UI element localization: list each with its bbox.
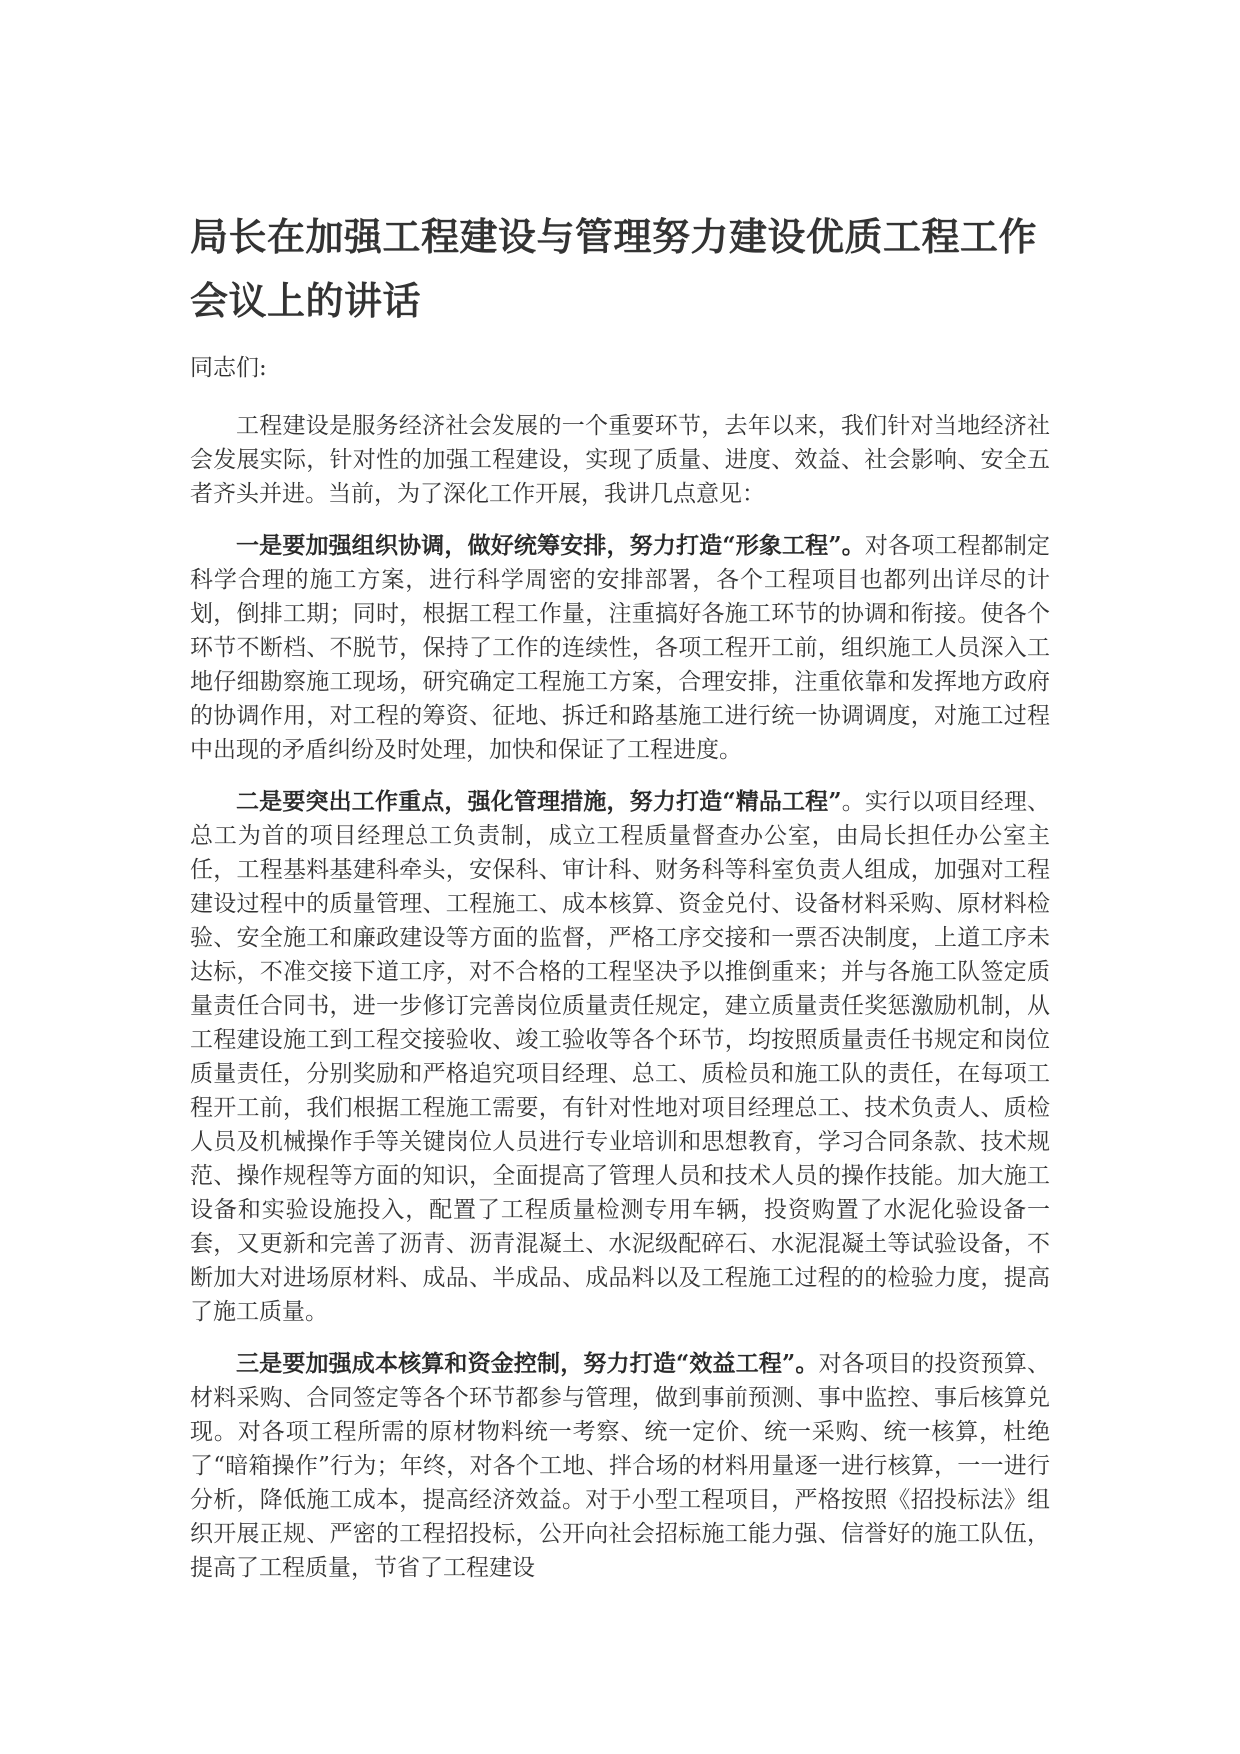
document-page: [190, 205, 1050, 1603]
section-body-2: 。实行以项目经理、总工为首的项目经理总工负责制，成立工程质量督查办公室，由局长担任办公室主任，工程基料基建科牵头，安保科、审计科、财务科等科室负责人组成，加强对工程建设过程中的质量管理、工程施工、成本核算、资金兑付、设备材料采购、原材料检验、安全施工和廉政建设等方面的监督，严格工序交接和一票否决制度，上道工序未达标，不准交接下道工序，对不合格的工程坚决予以推倒重来；并与各施工队签定质量责任合同书，进一步修订完善岗位质量责任规定，建立质量责任奖惩激励机制，从工程建设施工到工程交接验收、竣工验收等各个环节，均按照质量责任书规定和岗位质量责任，分别奖励和严格追究项目经理、总工、质检员和施工队的责任，在每项工程开工前，我们根据工程施工需要，有针对性地对项目经理总工、技术负责人、质检人员及机械操作手等关键岗位人员进行专业培训和思想教育，学习合同条款、技术规范、操作规程等方面的知识，全面提高了管理人员和技术人员的操作技能。加大施工设备和实验设施投入，配置了工程质量检测专用车辆，投资购置了水泥化验设备一套，又更新和完善了沥青、沥青混凝土、水泥级配碎石、水泥混凝土等试验设备，不断加大对进场原材料、成品、半成品、成品料以及工程施工过程的的检验力度，提高了施工质量。: [190, 789, 1051, 1325]
intro-paragraph: 工程建设是服务经济社会发展的一个重要环节，去年以来，我们针对当地经济社会发展实际，针对性的加强工程建设，实现了质量、进度、效益、社会影响、安全五者齐头并进。当前，为了深化工作开展，我讲几点意见：: [190, 413, 1050, 507]
salutation: 同志们:: [190, 355, 267, 381]
section-body-1: 对各项工程都制定科学合理的施工方案，进行科学周密的安排部署，各个工程项目也都列出详尽的计划，倒排工期；同时，根据工程工作量，注重搞好各施工环节的协调和衔接。使各个环节不断档、不脱节，保持了工作的连续性，各项工程开工前，组织施工人员深入工地仔细勘察施工现场，研究确定工程施工方案，合理安排，注重依靠和发挥地方政府的协调作用，对工程的筹资、征地、拆迁和路基施工进行统一协调调度，对施工过程中出现的矛盾纠纷及时处理，加快和保证了工程进度。: [190, 533, 1050, 763]
section-paragraph-2: [190, 785, 1050, 1329]
document-title: 局长在加强工程建设与管理努力建设优质工程工作会议上的讲话: [190, 215, 1038, 323]
section-body-3: 对各项目的投资预算、材料采购、合同签定等各个环节都参与管理，做到事前预测、事中监控、事后核算兑现。对各项工程所需的原材物料统一考察、统一定价、统一采购、统一核算，杜绝了“暗箱操作”行为；年终，对各个工地、拌合场的材料用量逐一进行核算，一一进行分析，降低施工成本，提高经济效益。对于小型工程项目，严格按照《招投标法》组织开展正规、严密的工程招投标，公开向社会招标施工能力强、信誉好的施工队伍，提高了工程质量，节省了工程建设: [190, 1351, 1051, 1581]
section-paragraph-1: [190, 529, 1050, 767]
section-lead-1: 一是要加强组织协调，做好统筹安排，努力打造“形象工程”。: [236, 532, 865, 559]
section-lead-2: 二是要突出工作重点，强化管理措施，努力打造“精品工程”: [236, 788, 842, 815]
section-lead-3: 三是要加强成本核算和资金控制，努力打造“效益工程”。: [236, 1350, 819, 1377]
section-paragraph-3: [190, 1347, 1050, 1585]
